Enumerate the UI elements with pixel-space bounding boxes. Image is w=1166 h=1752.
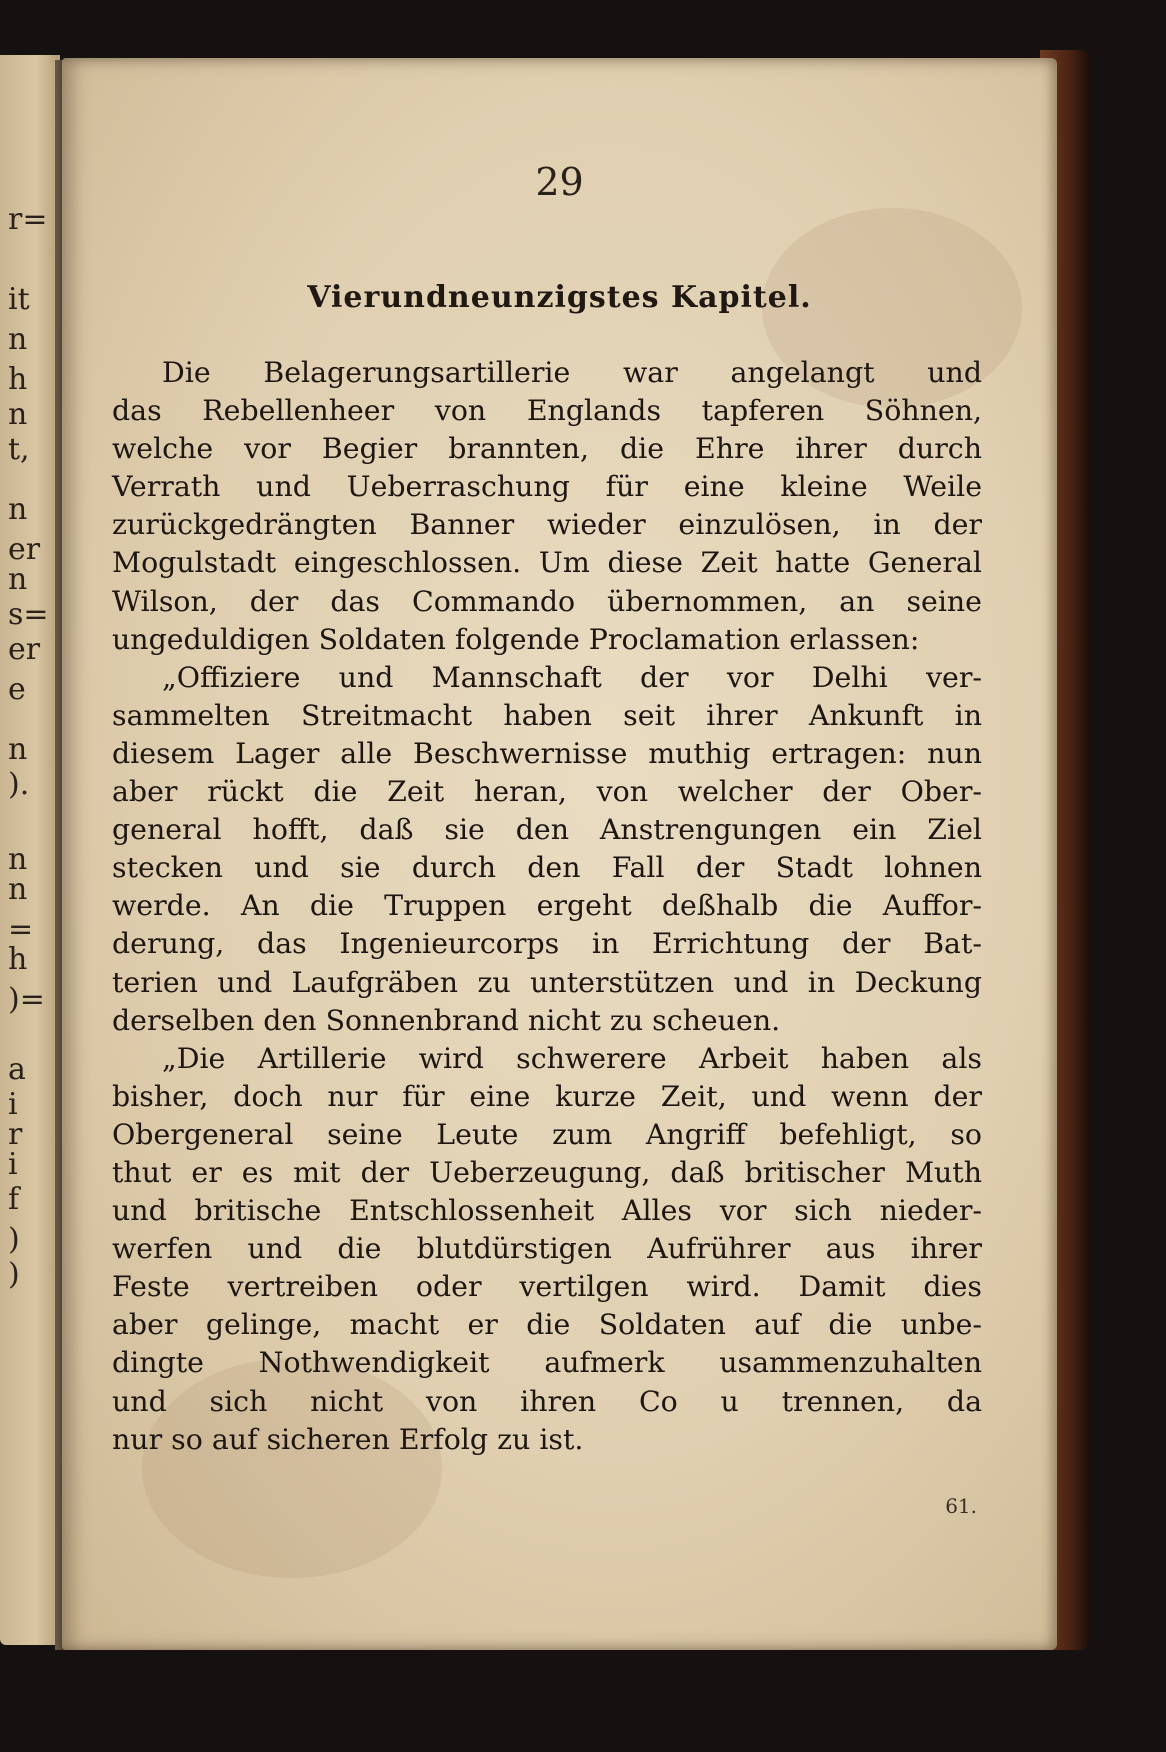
text-line: general hofft, daß sie den Anstrengungen ein Ziel [112, 813, 982, 847]
left-page-edge [0, 55, 60, 1645]
book-page [62, 58, 1057, 1650]
left-page-fragment: n [8, 872, 28, 907]
text-line: Verrath und Ueberraschung für eine kleine Weile [112, 470, 982, 504]
left-page-fragment: s= [8, 597, 49, 632]
text-line: nur so auf sicheren Erfolg zu ist. [112, 1422, 584, 1456]
chapter-title: Vierundneunzigstes Kapitel. [307, 280, 812, 315]
text-line: derung, das Ingenieurcorps in Errichtung der Bat- [112, 927, 982, 961]
text-line: terien und Laufgräben zu unterstützen und in Deckung [112, 965, 982, 999]
text-line: und britische Entschlossenheit Alles vor sich nieder- [112, 1194, 982, 1228]
left-page-fragment: ) [8, 1222, 20, 1257]
catchword: 61. [945, 1494, 977, 1518]
text-line: Die Belagerungsartillerie war angelangt und [162, 356, 982, 389]
left-page-fragment: a [8, 1052, 26, 1087]
text-line: „Die Artillerie wird schwerere Arbeit haben als [162, 1041, 982, 1075]
left-page-fragment: )= [8, 982, 45, 1017]
text-line: bisher, doch nur für eine kurze Zeit, und wenn der [112, 1079, 982, 1113]
left-page-fragment: n [8, 492, 28, 527]
page-number: 29 [535, 160, 584, 204]
left-page-fragment: n [8, 322, 28, 357]
text-line: dingte Nothwendigkeit aufmerk usammenzuhalten [112, 1346, 982, 1380]
left-page-fragment: n [8, 562, 28, 597]
left-page-fragment: er [8, 532, 41, 567]
body-text [112, 354, 982, 1459]
left-page-fragment: it [8, 282, 30, 317]
text-line: zurückgedrängten Banner wieder einzulösen, in der [112, 508, 982, 542]
left-page-fragment: n [8, 842, 28, 877]
text-line: aber rückt die Zeit heran, von welcher der Ober- [112, 775, 982, 809]
text-line: werde. An die Truppen ergeht deßhalb die Auffor- [112, 889, 982, 923]
left-page-fragment: i [8, 1087, 18, 1122]
left-page-fragment: t, [8, 432, 30, 467]
text-line: das Rebellenheer von Englands tapferen Söhnen, [112, 394, 982, 428]
text-line: aber gelinge, macht er die Soldaten auf die unbe- [112, 1308, 982, 1342]
text-line: welche vor Begier brannten, die Ehre ihrer durch [112, 432, 982, 466]
text-line: Wilson, der das Commando übernommen, an seine [112, 584, 982, 618]
left-page-fragment: = [8, 912, 34, 947]
left-page-fragment: r [8, 1117, 23, 1152]
left-page-fragment: r= [8, 202, 48, 237]
left-page-fragment: ). [8, 767, 30, 802]
text-line: Feste vertreiben oder vertilgen wird. Damit dies [112, 1270, 982, 1304]
left-page-fragment: h [8, 942, 28, 977]
left-page-fragment: n [8, 732, 28, 767]
text-line: derselben den Sonnenbrand nicht zu scheuen. [112, 1003, 781, 1037]
text-line: Mogulstadt eingeschlossen. Um diese Zeit hatte General [112, 546, 982, 580]
text-line: werfen und die blutdürstigen Aufrührer aus ihrer [112, 1232, 982, 1266]
left-page-fragment: i [8, 1147, 18, 1182]
text-line: stecken und sie durch den Fall der Stadt lohnen [112, 851, 982, 885]
text-line: und sich nicht von ihren Co u trennen, da [112, 1384, 982, 1418]
text-line: diesem Lager alle Beschwernisse muthig ertragen: nun [112, 736, 982, 770]
left-page-fragment: e [8, 672, 26, 707]
text-line: „Offiziere und Mannschaft der vor Delhi ver- [162, 660, 982, 694]
left-page-fragment: f [8, 1182, 20, 1217]
left-page-fragment: h [8, 362, 28, 397]
left-page-fragment: ) [8, 1257, 20, 1292]
left-page-fragment: n [8, 397, 28, 432]
text-line: thut er es mit der Ueberzeugung, daß britischer Muth [112, 1155, 982, 1189]
left-page-fragment: er [8, 632, 41, 667]
text-line: sammelten Streitmacht haben seit ihrer Ankunft in [112, 698, 982, 732]
text-line: Obergeneral seine Leute zum Angriff befehligt, so [112, 1117, 982, 1151]
text-line: ungeduldigen Soldaten folgende Proclamation erlassen: [112, 622, 920, 656]
